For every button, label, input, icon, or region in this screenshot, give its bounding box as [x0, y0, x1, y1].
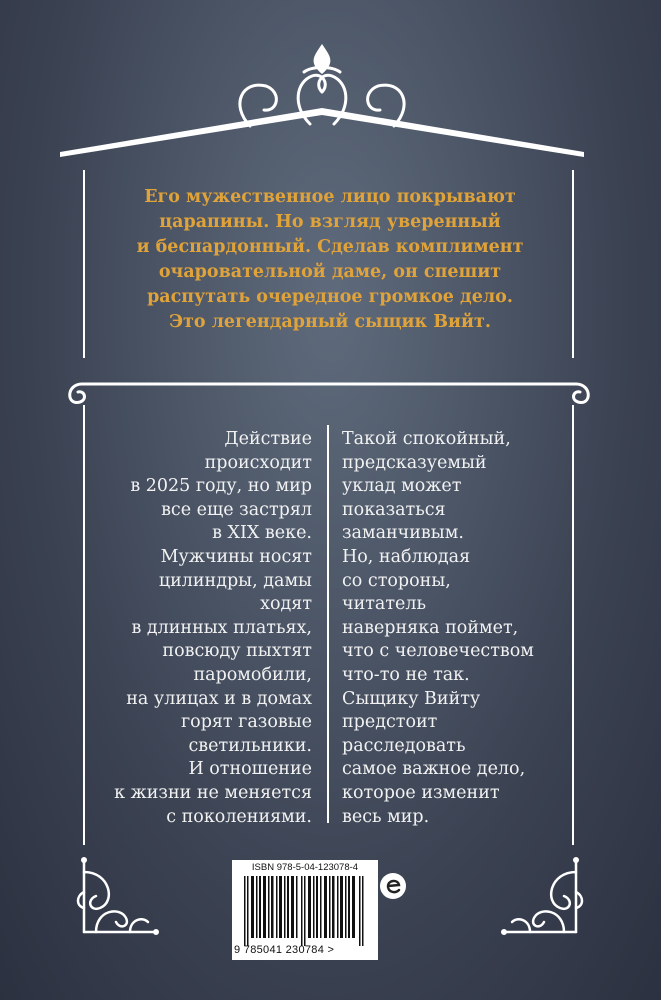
left-line: на улицах и в домах	[126, 688, 312, 709]
blurb-line: Его мужественное лицо покрывают	[144, 187, 516, 207]
left-line: все еще застрял	[161, 499, 312, 520]
blurb-text	[100, 185, 560, 335]
right-line: Но, наблюдая	[342, 546, 471, 567]
right-column-text	[342, 428, 572, 829]
publisher-logo-icon	[379, 872, 407, 900]
scroll-corner-icon	[70, 852, 170, 942]
right-line: показаться	[342, 499, 446, 520]
left-line: паромобили,	[193, 664, 312, 685]
right-line: предстоит	[342, 712, 438, 733]
blurb-line: и беспардонный. Сделав комплимент	[136, 237, 524, 257]
right-line: со стороны,	[342, 570, 451, 591]
barcode-digits: 9 785041 230784 >	[234, 944, 335, 956]
left-line: к жизни не меняется	[114, 782, 312, 803]
blurb-line: царапины. Но взгляд уверенный	[159, 212, 501, 232]
left-line: в 2025 году, но мир	[130, 476, 312, 497]
left-line: происходит	[204, 452, 312, 473]
right-line: Сыщику Вийту	[342, 688, 481, 709]
left-line: И отношение	[188, 759, 312, 780]
left-line: Действие	[224, 429, 312, 449]
top-frame-right-rule	[572, 170, 574, 358]
right-line: что-то не так.	[342, 664, 470, 685]
left-line: горят газовые	[180, 712, 312, 733]
right-line: весь мир.	[342, 806, 430, 827]
isbn-text: ISBN 978-5-04-123078-4	[251, 862, 359, 873]
right-line: которое изменит	[342, 782, 500, 803]
right-line: заманчивым.	[342, 523, 464, 544]
left-line: цилиндры, дамы	[158, 570, 312, 591]
right-line: Такой спокойный,	[342, 429, 511, 449]
scroll-corner-icon	[490, 852, 590, 942]
right-line: расследовать	[342, 735, 466, 756]
right-line: предсказуемый	[342, 452, 487, 473]
blurb-line: очаровательной даме, он спешит	[158, 262, 502, 282]
left-line: Мужчины носят	[160, 546, 312, 567]
right-line: самое важное дело,	[342, 759, 526, 780]
blurb-line: распутать очередное громкое дело.	[147, 287, 513, 307]
left-column-text	[100, 428, 312, 829]
top-frame-left-rule	[83, 170, 85, 358]
barcode	[232, 860, 378, 960]
barcode-bars	[244, 876, 366, 946]
left-line: светильники.	[188, 735, 312, 756]
left-line: в XIX веке.	[212, 523, 312, 544]
lower-frame-right-rule	[572, 405, 574, 845]
left-line: повсюду пыхтят	[162, 641, 312, 662]
ornament-divider-icon	[62, 372, 596, 412]
right-line: уклад может	[342, 476, 462, 497]
left-line: с поколениями.	[166, 806, 312, 827]
left-line: в длинных платьях,	[131, 617, 312, 638]
right-line: что с человечеством	[342, 641, 534, 662]
lower-frame-left-rule	[83, 405, 85, 845]
column-divider-rule	[327, 425, 329, 823]
right-line: наверняка поймет,	[342, 617, 519, 638]
right-line: читатель	[342, 594, 427, 615]
left-line: ходят	[260, 594, 312, 615]
blurb-line: Это легендарный сыщик Вийт.	[169, 312, 491, 332]
ornament-crest-icon	[60, 40, 605, 160]
